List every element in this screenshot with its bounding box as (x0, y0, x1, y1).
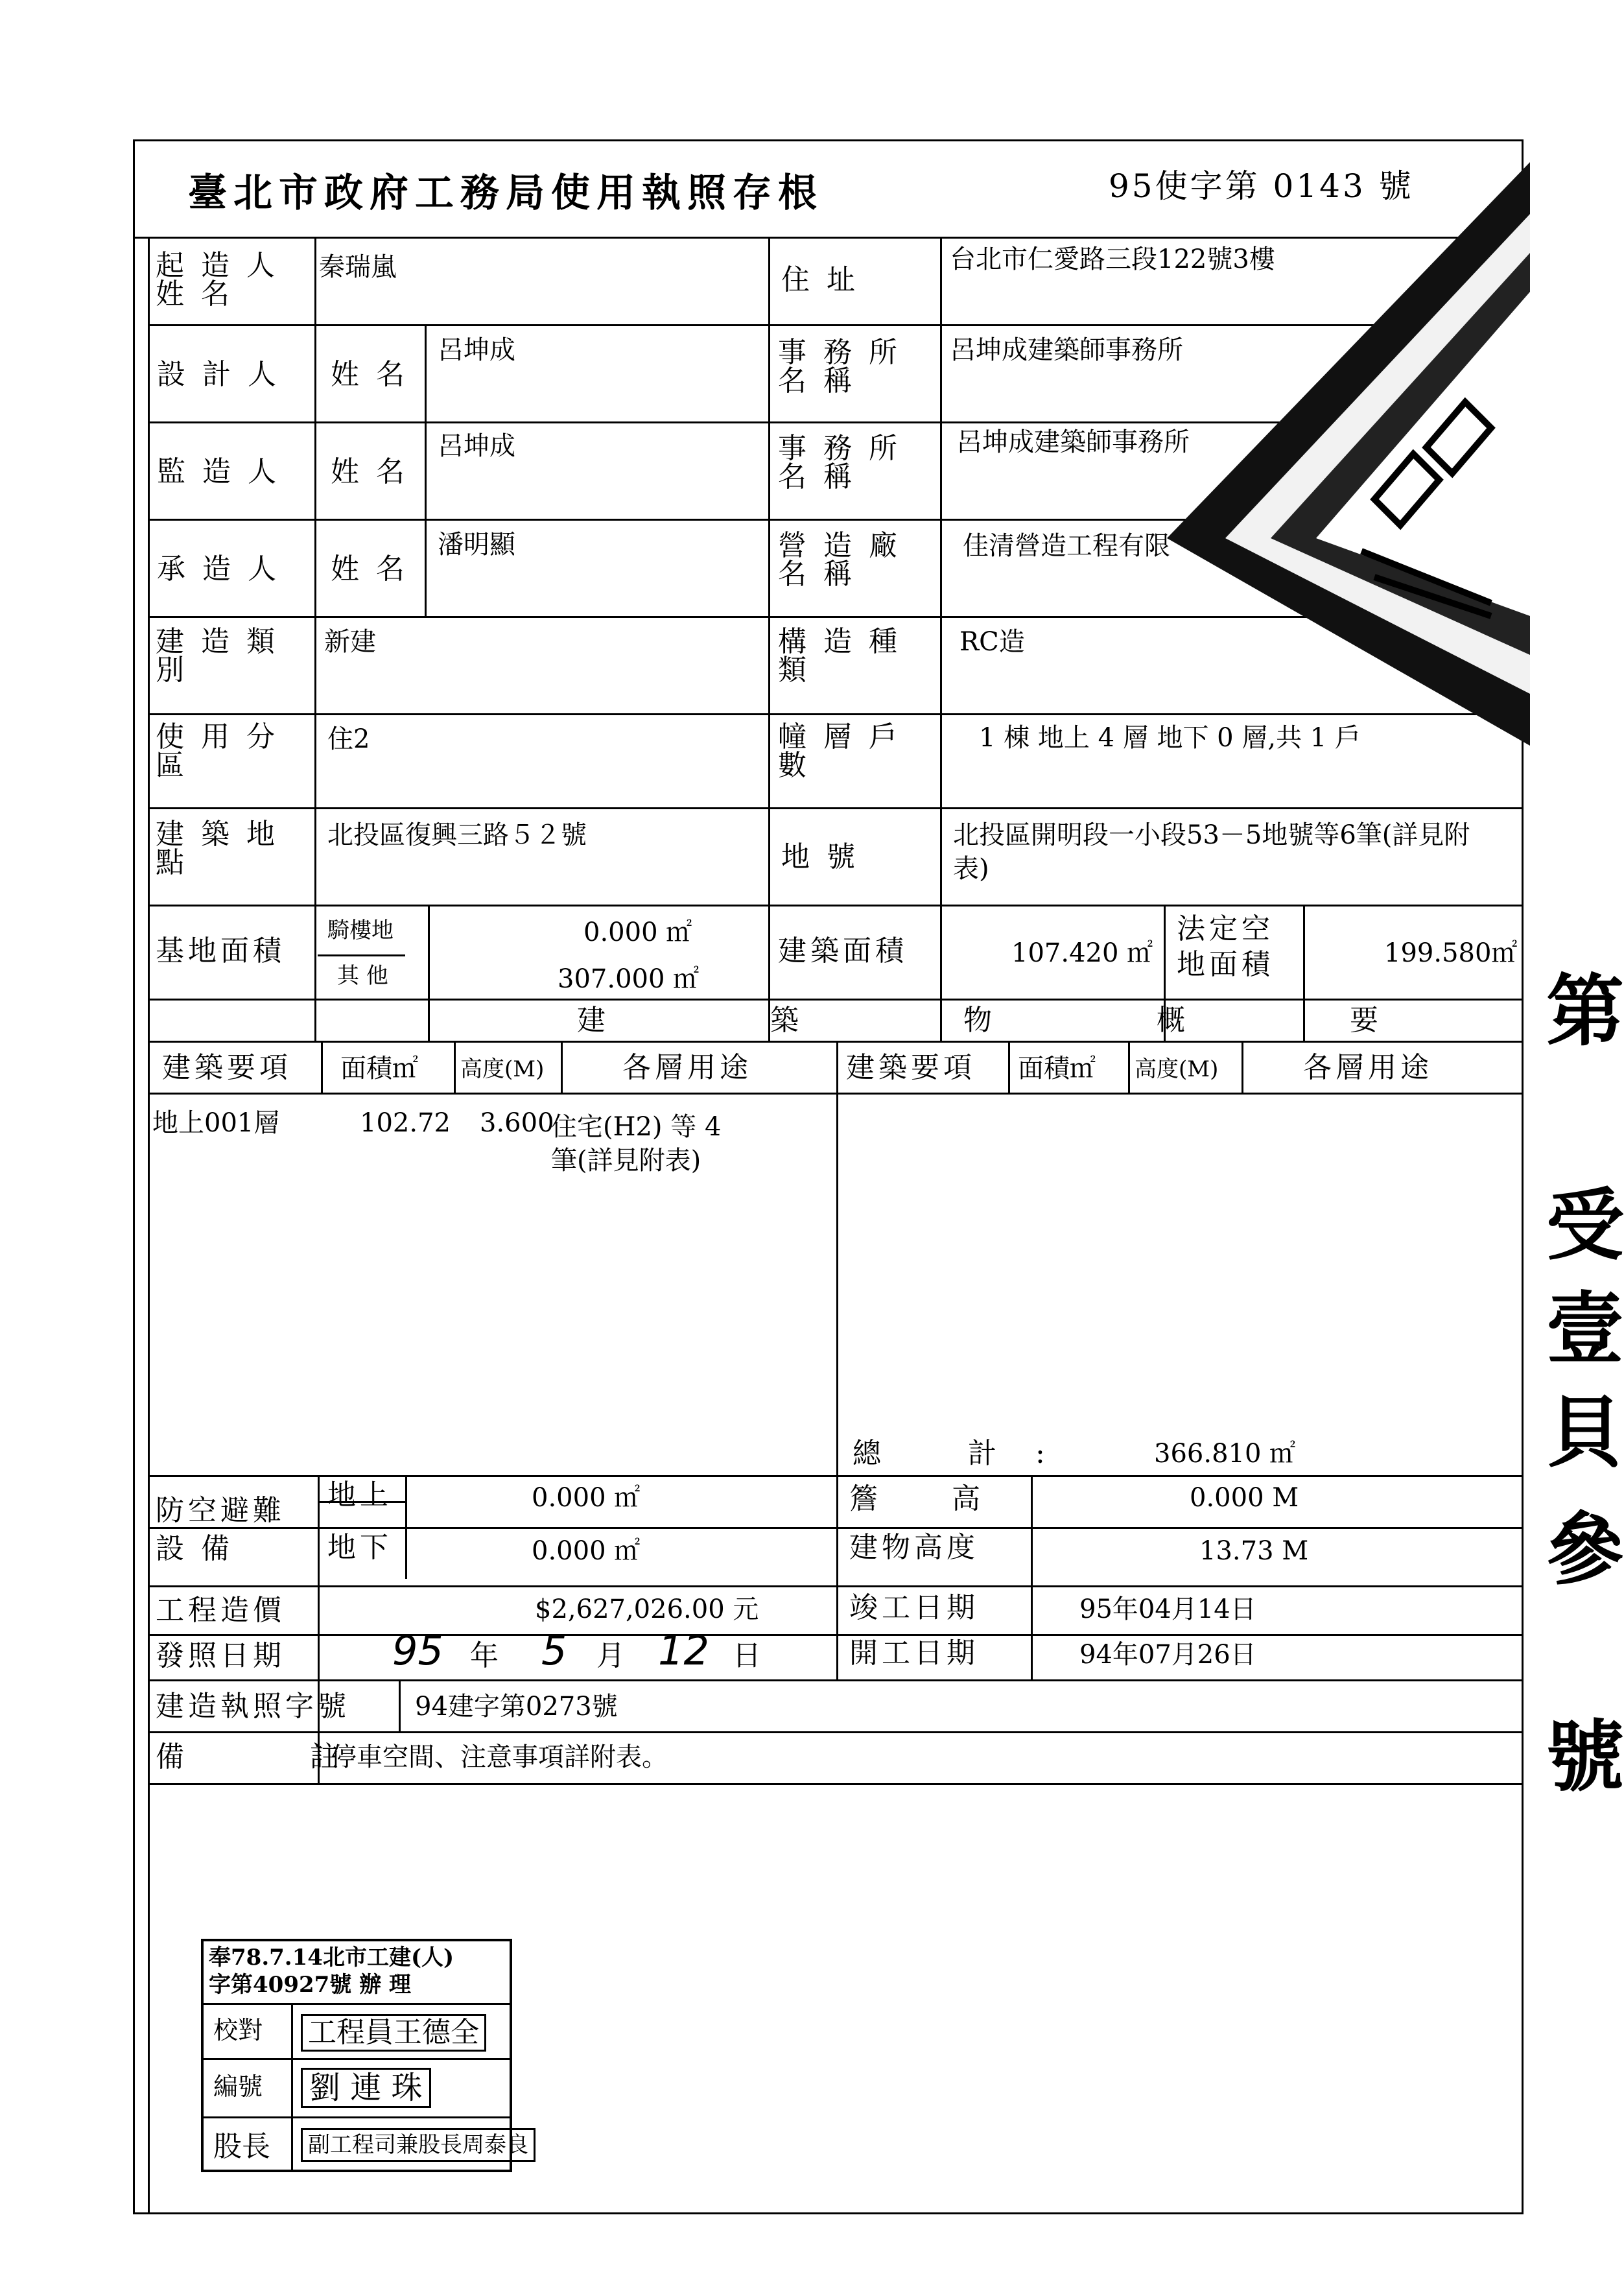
designer-name: 呂坤成 (438, 335, 515, 365)
issue-month-handwritten: 5 (541, 1627, 567, 1674)
supervisor-office-label: 事 務 所 名 稱 (778, 432, 901, 493)
building-height-label: 建物高度 (849, 1531, 979, 1564)
col-height-right: 高度(M) (1135, 1056, 1219, 1082)
floor-area: 102.72 (360, 1108, 451, 1138)
completion-label: 竣工日期 (849, 1591, 979, 1624)
completion-date: 95年04月14日 (1079, 1594, 1256, 1624)
builder-address: 台北市仁愛路三段122號3樓 (950, 244, 1275, 274)
issue-day-handwritten: 12 (658, 1627, 709, 1674)
zone-label: 使 用 分 區 (156, 720, 279, 782)
designer-name-label: 姓 名 (331, 358, 408, 391)
zone-value: 住2 (327, 724, 370, 754)
floors-label: 幢 層 戶 數 (778, 720, 901, 782)
side-char-6: 號 (1546, 1711, 1624, 1803)
contractor-label: 承 造 人 (157, 552, 280, 586)
stamp-chief-label: 股長 (213, 2130, 270, 2163)
contractor-name-label: 姓 名 (331, 552, 408, 586)
builder-name: 秦瑞嵐 (319, 252, 397, 282)
remarks-label: 備 註 (156, 1740, 397, 1773)
col-area-right: 面積㎡ (1018, 1054, 1096, 1084)
eave-label: 簷 高 (849, 1482, 1013, 1515)
floor-usage: 住宅(H2) 等 4 筆(詳見附表) (551, 1112, 722, 1176)
shelter-above-label: 地上 (327, 1478, 392, 1511)
issue-label: 發照日期 (156, 1639, 285, 1672)
shelter-above-area: 0.000 ㎡ (532, 1483, 641, 1513)
open-area: 199.580㎡ (1384, 938, 1518, 968)
col-item-left: 建築要項 (162, 1051, 292, 1084)
floors-value: 1 棟 地上 4 層 地下 0 層,共 1 戶 (979, 723, 1361, 753)
contractor-name: 潘明顯 (438, 530, 515, 560)
build-area: 107.420 ㎡ (1011, 938, 1153, 968)
arcade-area: 0.000 ㎡ (583, 918, 692, 947)
supervisor-office: 呂坤成建築師事務所 (956, 427, 1190, 457)
contractor-factory-label: 營 造 廠 名 稱 (778, 529, 901, 591)
contractor-factory: 佳清營造工程有限 (963, 531, 1170, 561)
total-label: 總 計: (853, 1437, 1084, 1470)
stamp-number-label: 編號 (213, 2072, 263, 2101)
floor-height: 3.600 (480, 1108, 554, 1138)
remarks: 停車空間、注意事項詳附表。 (331, 1742, 668, 1772)
start-label: 開工日期 (849, 1637, 979, 1670)
supervisor-label: 監 造 人 (157, 455, 280, 488)
permit-number: 95使字第 0143 號 (1109, 167, 1414, 205)
builder-label: 起 造 人 姓 名 (156, 249, 279, 311)
approval-stamp (201, 1939, 528, 2172)
issue-year-unit: 年 (470, 1639, 502, 1672)
side-char-1: 第 (1546, 965, 1624, 1057)
arcade-label: 騎樓地 (327, 918, 394, 943)
stamp-chief-value: 副工程司兼股長周泰良 (301, 2128, 535, 2162)
side-char-5: 參 (1546, 1504, 1624, 1595)
stamp-number-value: 劉 連 珠 (301, 2068, 431, 2108)
permit-ref-label: 建造執照字號 (156, 1690, 350, 1723)
base-area-label: 基地面積 (156, 934, 285, 967)
build-area-label: 建築面積 (778, 934, 908, 967)
building-height: 13.73 M (1199, 1536, 1309, 1566)
col-usage-right: 各層用途 (1303, 1051, 1433, 1084)
col-item-right: 建築要項 (846, 1051, 976, 1084)
shelter-below-area: 0.000 ㎡ (532, 1536, 641, 1566)
seal-stamp (1167, 162, 1530, 746)
col-height-left: 高度(M) (460, 1056, 545, 1082)
issue-day-unit: 日 (733, 1639, 765, 1672)
site-label: 建 築 地 點 (156, 818, 279, 879)
other-area: 307.000 ㎡ (558, 964, 700, 994)
open-area-label: 法定空 地面積 (1177, 912, 1274, 981)
lot-number: 北投區開明段一小段53－5地號等6筆(詳見附表) (953, 820, 1470, 884)
designer-label: 設 計 人 (157, 358, 280, 391)
col-area-left: 面積㎡ (340, 1054, 418, 1084)
structure-type: RC造 (959, 627, 1025, 657)
floor-item: 地上001層 (152, 1108, 280, 1138)
supervisor-name: 呂坤成 (438, 431, 515, 461)
side-char-2: 受 (1546, 1179, 1624, 1271)
stamp-proofread-value: 工程員王德全 (301, 2014, 486, 2052)
supervisor-name-label: 姓 名 (331, 455, 408, 488)
shelter-label: 防空避難 設 備 (156, 1494, 285, 1566)
shelter-below-label: 地下 (327, 1531, 392, 1564)
issue-month-unit: 月 (596, 1639, 629, 1672)
build-type-label: 建 造 類 別 (156, 625, 279, 687)
structure-label: 構 造 種 類 (778, 625, 901, 687)
build-type: 新建 (324, 627, 376, 657)
site-address: 北投區復興三路５２號 (327, 820, 587, 850)
cost-label: 工程造價 (156, 1594, 285, 1627)
start-date: 94年07月26日 (1079, 1640, 1256, 1670)
construction-cost: $2,627,026.00 元 (535, 1594, 759, 1624)
designer-office: 呂坤成建築師事務所 (950, 335, 1183, 365)
issue-year-handwritten: 95 (392, 1627, 443, 1674)
total-area: 366.810 ㎡ (1154, 1439, 1296, 1469)
col-usage-left: 各層用途 (622, 1051, 752, 1084)
stamp-line1: 奉78.7.14北市工建(人) (209, 1945, 454, 1971)
page-title: 臺北市政府工務局使用執照存根 (188, 171, 823, 216)
stamp-line2: 字第40927號 辦 理 (209, 1972, 411, 1998)
designer-office-label: 事 務 所 名 稱 (778, 336, 901, 397)
lot-label: 地 號 (781, 840, 859, 873)
stamp-proofread-label: 校對 (213, 2016, 263, 2044)
side-char-4: 貝 (1546, 1387, 1624, 1478)
other-label: 其 他 (337, 963, 388, 989)
side-char-3: 壹 (1546, 1283, 1624, 1375)
address-label: 住 址 (781, 263, 859, 296)
permit-ref: 94建字第0273號 (415, 1692, 618, 1722)
eave-height: 0.000 M (1190, 1483, 1299, 1513)
overview-title: 建 築 物 概 要 (577, 1004, 1456, 1037)
